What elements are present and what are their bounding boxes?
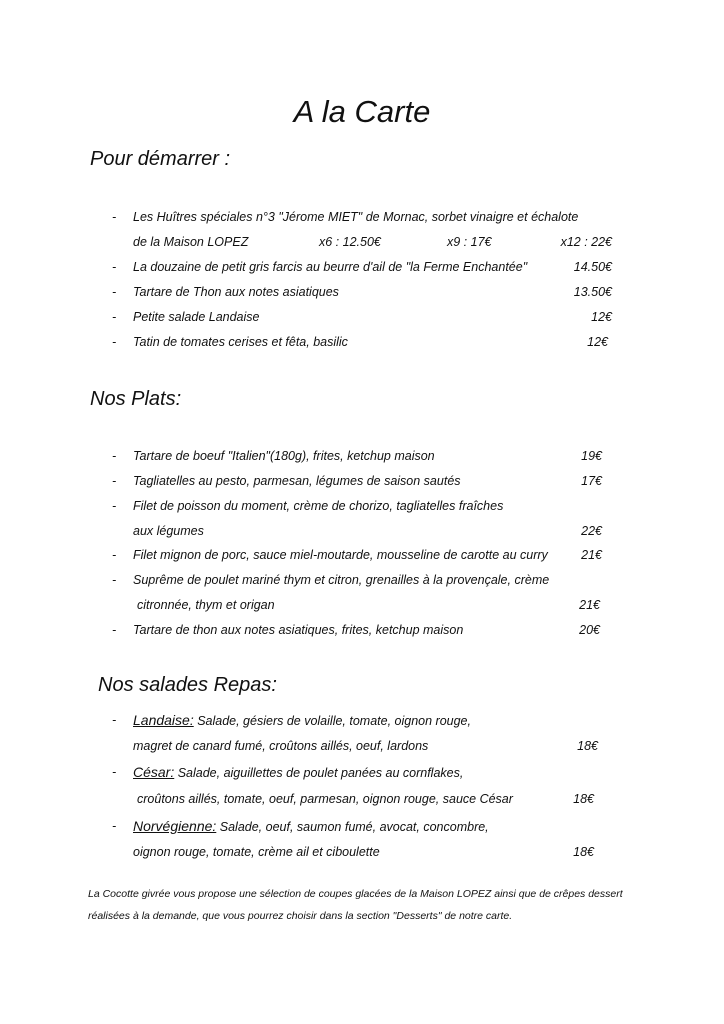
menu-item-line2 (0, 789, 724, 809)
item-text: Tagliatelles au pesto, parmesan, légumes de saison sautés (133, 474, 461, 488)
item-price: 13.50€ (573, 285, 612, 299)
salad-name: César: (133, 764, 175, 780)
item-text: Suprême de poulet mariné thym et citron, grenailles à la provençale, crème (133, 573, 550, 587)
salad-description: Salade, gésiers de volaille, tomate, oignon rouge, (193, 714, 471, 728)
dash: - (112, 819, 117, 833)
dash: - (112, 260, 117, 274)
menu-item (0, 257, 724, 277)
item-price: 21€ (581, 548, 602, 562)
dash: - (112, 285, 117, 299)
salad-name: Norvégienne: (133, 818, 217, 834)
dash: - (112, 210, 117, 224)
menu-item-line2 (0, 232, 724, 252)
menu-item (0, 710, 724, 730)
item-price: 20€ (579, 623, 600, 637)
item-price: x6 : 12.50€ (319, 235, 381, 249)
item-text: magret de canard fumé, croûtons aillés, oeuf, lardons (133, 739, 429, 753)
menu-item-line2 (0, 736, 724, 756)
item-price: 12€ (587, 335, 608, 349)
footer-note-line1: La Cocotte givrée vous propose une sélection de coupes glacées de la Maison LOPEZ ainsi que de crêpes dessert (88, 888, 623, 900)
item-text: Tartare de Thon aux notes asiatiques (133, 285, 339, 299)
footer-note-line2: réalisées à la demande, que vous pourrez choisir dans la section "Desserts" de notre carte. (88, 910, 513, 922)
item-text: oignon rouge, tomate, crème ail et ciboulette (133, 845, 380, 859)
dash: - (112, 449, 117, 463)
dash: - (112, 623, 117, 637)
item-text (133, 816, 489, 837)
item-text: Les Huîtres spéciales n°3 "Jérome MIET" de Mornac, sorbet vinaigre et échalote (133, 210, 579, 224)
salad-description: Salade, aiguillettes de poulet panées au cornflakes, (174, 766, 464, 780)
menu-item (0, 816, 724, 836)
menu-item-line2 (0, 521, 724, 541)
dash: - (112, 713, 117, 727)
item-text: Tatin de tomates cerises et fêta, basilic (133, 335, 348, 349)
menu-item (0, 471, 724, 491)
item-price: 18€ (577, 739, 598, 753)
item-text: de la Maison LOPEZ (133, 235, 249, 249)
salad-description: Salade, oeuf, saumon fumé, avocat, concombre, (216, 820, 489, 834)
menu-item (0, 570, 724, 590)
dash: - (112, 765, 117, 779)
section-heading-salads: Nos salades Repas: (98, 674, 277, 696)
menu-item-line2 (0, 842, 724, 862)
menu-item (0, 762, 724, 782)
page-title: A la Carte (293, 94, 431, 129)
item-text: citronnée, thym et origan (137, 598, 275, 612)
item-text (133, 762, 463, 783)
menu-item (0, 545, 724, 565)
menu-item (0, 446, 724, 466)
item-text: Filet de poisson du moment, crème de chorizo, tagliatelles fraîches (133, 499, 504, 513)
section-heading-starters: Pour démarrer : (90, 148, 231, 170)
menu-item-line2 (0, 595, 724, 615)
dash: - (112, 548, 117, 562)
item-price: 18€ (573, 792, 594, 806)
item-text: Petite salade Landaise (133, 310, 260, 324)
menu-item (0, 620, 724, 640)
item-text: La douzaine de petit gris farcis au beurre d'ail de "la Ferme Enchantée" (133, 260, 528, 274)
section-heading-mains: Nos Plats: (90, 388, 182, 410)
item-price: 21€ (579, 598, 600, 612)
item-price: 18€ (573, 845, 594, 859)
salad-name: Landaise: (133, 712, 194, 728)
menu-item (0, 307, 724, 327)
item-price: x9 : 17€ (447, 235, 492, 249)
menu-item (0, 496, 724, 516)
item-text: Tartare de boeuf "Italien"(180g), frites, ketchup maison (133, 449, 435, 463)
menu-item (0, 332, 724, 352)
item-text: Tartare de thon aux notes asiatiques, frites, ketchup maison (133, 623, 464, 637)
item-price: 22€ (581, 524, 602, 538)
item-price: 14.50€ (573, 260, 612, 274)
menu-item (0, 282, 724, 302)
dash: - (112, 335, 117, 349)
item-text (133, 710, 471, 731)
item-text: croûtons aillés, tomate, oeuf, parmesan, oignon rouge, sauce César (137, 792, 513, 806)
dash: - (112, 499, 117, 513)
item-text: Filet mignon de porc, sauce miel-moutarde, mousseline de carotte au curry (133, 548, 548, 562)
item-price: 19€ (581, 449, 602, 463)
menu-item (0, 207, 724, 227)
item-text: aux légumes (133, 524, 204, 538)
dash: - (112, 474, 117, 488)
item-price: x12 : 22€ (560, 235, 612, 249)
dash: - (112, 310, 117, 324)
dash: - (112, 573, 117, 587)
item-price: 17€ (581, 474, 602, 488)
item-price: 12€ (591, 310, 612, 324)
